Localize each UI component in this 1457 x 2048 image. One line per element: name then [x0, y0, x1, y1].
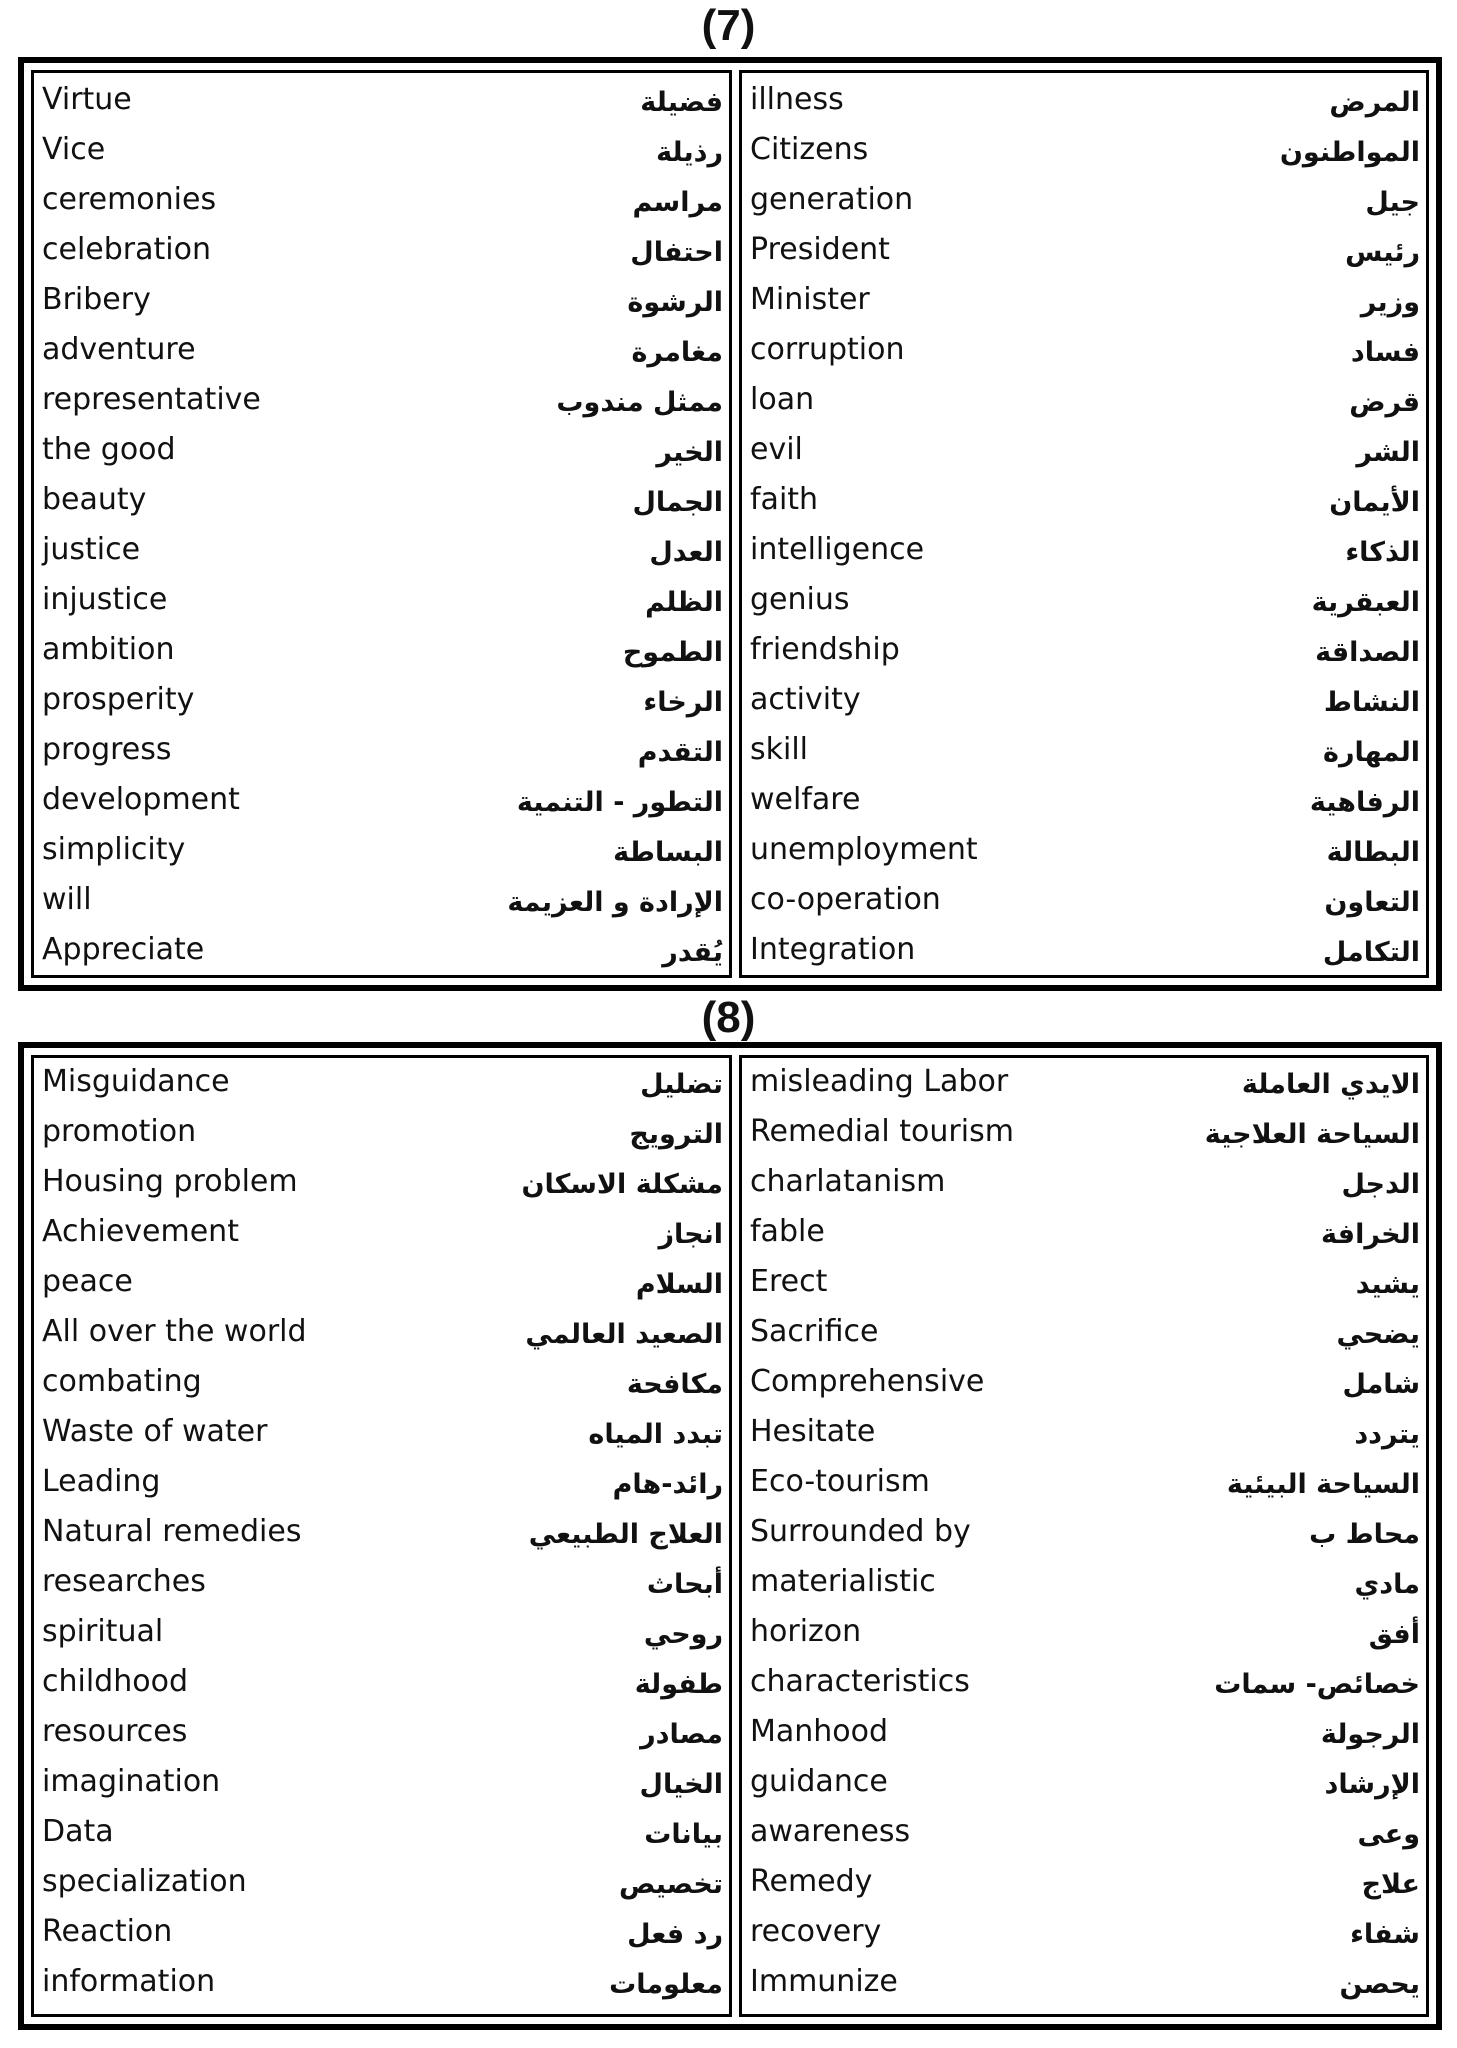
vocab-row — [742, 927, 1426, 977]
vocab-row — [34, 527, 729, 577]
arabic-translation: الإرادة و العزيمة — [507, 887, 723, 918]
arabic-translation: الإرشاد — [1324, 1769, 1420, 1800]
arabic-translation: خصائص- سمات — [1214, 1669, 1420, 1700]
english-term: ceremonies — [42, 182, 217, 217]
vocab-row — [742, 1259, 1426, 1309]
english-term: promotion — [42, 1114, 197, 1149]
arabic-translation: المواطنون — [1279, 137, 1420, 168]
arabic-translation: الرجولة — [1320, 1719, 1420, 1750]
arabic-translation: الصعيد العالمي — [525, 1319, 723, 1350]
english-term: ambition — [42, 632, 175, 667]
arabic-translation: تخصيص — [618, 1869, 723, 1900]
arabic-translation: احتفال — [630, 237, 723, 268]
arabic-translation: الأيمان — [1329, 487, 1420, 518]
vocab-row — [742, 1159, 1426, 1209]
arabic-translation: يشيد — [1355, 1269, 1420, 1300]
arabic-translation: قرض — [1349, 387, 1420, 418]
arabic-translation: مراسم — [632, 187, 723, 218]
arabic-translation: الايدي العاملة — [1241, 1069, 1420, 1100]
english-term: spiritual — [42, 1614, 164, 1649]
vocab-row — [34, 1709, 729, 1759]
english-term: Immunize — [750, 1964, 898, 1999]
english-term: Natural remedies — [42, 1514, 302, 1549]
arabic-translation: وعى — [1357, 1819, 1420, 1850]
arabic-translation: العدل — [649, 537, 723, 568]
section-7-left-column — [31, 70, 732, 978]
english-term: misleading Labor — [750, 1064, 1009, 1099]
vocab-row — [34, 1109, 729, 1159]
english-term: characteristics — [750, 1664, 970, 1699]
vocab-row — [34, 1159, 729, 1209]
english-term: President — [750, 232, 890, 267]
vocab-row — [742, 827, 1426, 877]
english-term: prosperity — [42, 682, 195, 717]
english-term: recovery — [750, 1914, 882, 1949]
vocab-row — [34, 1409, 729, 1459]
arabic-translation: العلاج الطبيعي — [528, 1519, 723, 1550]
arabic-translation: يضحي — [1336, 1319, 1420, 1350]
vocab-row — [742, 777, 1426, 827]
arabic-translation: تبدد المياه — [588, 1419, 723, 1450]
arabic-translation: الخرافة — [1321, 1219, 1420, 1250]
vocab-row — [34, 1059, 729, 1109]
vocab-row — [34, 1959, 729, 2009]
english-term: generation — [750, 182, 914, 217]
english-term: simplicity — [42, 832, 186, 867]
vocab-row — [34, 1609, 729, 1659]
english-term: adventure — [42, 332, 196, 367]
english-term: activity — [750, 682, 861, 717]
arabic-translation: محاط ب — [1309, 1519, 1420, 1550]
english-term: imagination — [42, 1764, 221, 1799]
english-term: the good — [42, 432, 176, 467]
english-term: faith — [750, 482, 819, 517]
english-term: injustice — [42, 582, 168, 617]
arabic-translation: يُقدر — [662, 937, 723, 968]
english-term: loan — [750, 382, 815, 417]
english-term: resources — [42, 1714, 188, 1749]
vocab-row — [34, 1259, 729, 1309]
english-term: will — [42, 882, 92, 917]
arabic-translation: البساطة — [613, 837, 723, 868]
vocab-row — [34, 277, 729, 327]
english-term: Leading — [42, 1464, 161, 1499]
vocab-row — [34, 377, 729, 427]
vocab-row — [742, 1459, 1426, 1509]
arabic-translation: يحصن — [1339, 1969, 1420, 2000]
english-term: horizon — [750, 1614, 862, 1649]
vocab-row — [34, 1909, 729, 1959]
english-term: awareness — [750, 1814, 911, 1849]
vocab-row — [742, 1909, 1426, 1959]
vocab-row — [34, 477, 729, 527]
arabic-translation: مادي — [1354, 1569, 1420, 1600]
arabic-translation: الرفاهية — [1309, 787, 1420, 818]
english-term: Remedial tourism — [750, 1114, 1014, 1149]
english-term: friendship — [750, 632, 900, 667]
vocab-row — [742, 127, 1426, 177]
arabic-translation: المهارة — [1323, 737, 1420, 768]
vocab-row — [34, 1459, 729, 1509]
arabic-translation: الرخاء — [643, 687, 723, 718]
vocab-row — [34, 577, 729, 627]
arabic-translation: رائد-هام — [612, 1469, 723, 1500]
arabic-translation: شفاء — [1350, 1919, 1420, 1950]
arabic-translation: معلومات — [609, 1969, 723, 2000]
vocab-row — [742, 1509, 1426, 1559]
arabic-translation: التطور - التنمية — [516, 787, 723, 818]
arabic-translation: مصادر — [640, 1719, 723, 1750]
section-8-left-column — [31, 1055, 732, 2017]
english-term: Virtue — [42, 82, 132, 117]
english-term: unemployment — [750, 832, 978, 867]
vocab-row — [742, 277, 1426, 327]
vocab-row — [34, 727, 729, 777]
vocab-row — [34, 427, 729, 477]
vocab-row — [742, 727, 1426, 777]
english-term: skill — [750, 732, 809, 767]
vocab-row — [34, 777, 729, 827]
vocab-row — [742, 1959, 1426, 2009]
vocab-row — [742, 177, 1426, 227]
section-8-vocabulary-table — [18, 1042, 1442, 2030]
arabic-translation: جيل — [1365, 187, 1420, 218]
vocab-row — [742, 1809, 1426, 1859]
arabic-translation: الذكاء — [1345, 537, 1420, 568]
english-term: specialization — [42, 1864, 247, 1899]
arabic-translation: البطالة — [1326, 837, 1420, 868]
english-term: Citizens — [750, 132, 869, 167]
vocab-row — [742, 1359, 1426, 1409]
vocab-row — [34, 1359, 729, 1409]
arabic-translation: المرض — [1329, 87, 1420, 118]
vocab-row — [742, 677, 1426, 727]
vocab-row — [742, 527, 1426, 577]
arabic-translation: الدجل — [1341, 1169, 1420, 1200]
arabic-translation: تضليل — [640, 1069, 723, 1100]
vocab-row — [742, 627, 1426, 677]
arabic-translation: السياحة العلاجية — [1204, 1119, 1420, 1150]
english-term: beauty — [42, 482, 147, 517]
arabic-translation: رذيلة — [656, 137, 723, 168]
english-term: Minister — [750, 282, 870, 317]
vocab-row — [742, 1059, 1426, 1109]
arabic-translation: الطموح — [622, 637, 723, 668]
arabic-translation: فضيلة — [640, 87, 723, 118]
vocab-row — [742, 427, 1426, 477]
arabic-translation: أبحاث — [646, 1569, 723, 1600]
vocab-row — [742, 377, 1426, 427]
arabic-translation: الجمال — [632, 487, 723, 518]
english-term: Hesitate — [750, 1414, 876, 1449]
vocab-row — [34, 1559, 729, 1609]
english-term: All over the world — [42, 1314, 307, 1349]
vocab-row — [34, 1209, 729, 1259]
english-term: Eco-tourism — [750, 1464, 930, 1499]
arabic-translation: بيانات — [644, 1819, 723, 1850]
vocab-row — [742, 77, 1426, 127]
english-term: co-operation — [750, 882, 941, 917]
arabic-translation: مغامرة — [631, 337, 723, 368]
english-term: Manhood — [750, 1714, 889, 1749]
vocab-row — [34, 1659, 729, 1709]
english-term: justice — [42, 532, 141, 567]
english-term: intelligence — [750, 532, 925, 567]
english-term: evil — [750, 432, 803, 467]
english-term: Appreciate — [42, 932, 205, 967]
english-term: Remedy — [750, 1864, 873, 1899]
section-7-vocabulary-table — [18, 57, 1442, 991]
english-term: Waste of water — [42, 1414, 268, 1449]
arabic-translation: طفولة — [634, 1669, 723, 1700]
english-term: Integration — [750, 932, 916, 967]
vocab-row — [34, 127, 729, 177]
vocab-row — [34, 1759, 729, 1809]
vocab-row — [742, 877, 1426, 927]
english-term: Erect — [750, 1264, 828, 1299]
english-term: illness — [750, 82, 844, 117]
vocab-row — [742, 327, 1426, 377]
arabic-translation: السلام — [635, 1269, 723, 1300]
vocab-row — [34, 1809, 729, 1859]
arabic-translation: روحي — [643, 1619, 723, 1650]
vocab-row — [742, 1309, 1426, 1359]
english-term: Comprehensive — [750, 1364, 985, 1399]
vocab-row — [742, 1609, 1426, 1659]
english-term: information — [42, 1964, 216, 1999]
arabic-translation: التقدم — [637, 737, 723, 768]
vocab-row — [34, 227, 729, 277]
arabic-translation: أفق — [1368, 1619, 1420, 1650]
english-term: guidance — [750, 1764, 888, 1799]
vocab-row — [34, 677, 729, 727]
arabic-translation: التعاون — [1324, 887, 1420, 918]
arabic-translation: مشكلة الاسكان — [521, 1169, 723, 1200]
english-term: Data — [42, 1814, 114, 1849]
english-term: representative — [42, 382, 261, 417]
arabic-translation: النشاط — [1323, 687, 1420, 718]
vocab-row — [34, 177, 729, 227]
vocab-row — [34, 1859, 729, 1909]
english-term: genius — [750, 582, 850, 617]
english-term: researches — [42, 1564, 206, 1599]
vocab-row — [34, 627, 729, 677]
arabic-translation: العبقرية — [1311, 587, 1420, 618]
vocab-row — [742, 1109, 1426, 1159]
english-term: celebration — [42, 232, 211, 267]
arabic-translation: انجاز — [658, 1219, 723, 1250]
arabic-translation: رد فعل — [627, 1919, 723, 1950]
english-term: materialistic — [750, 1564, 936, 1599]
vocab-row — [742, 477, 1426, 527]
section-7-title: (7) — [701, 1, 756, 50]
vocab-row — [34, 877, 729, 927]
arabic-translation: علاج — [1361, 1869, 1420, 1900]
section-8-right-column — [739, 1055, 1429, 2017]
arabic-translation: التكامل — [1322, 937, 1420, 968]
english-term: charlatanism — [750, 1164, 946, 1199]
arabic-translation: ممثل مندوب — [556, 387, 723, 418]
vocab-row — [742, 1859, 1426, 1909]
arabic-translation: الخير — [656, 437, 723, 468]
english-term: childhood — [42, 1664, 188, 1699]
english-term: welfare — [750, 782, 861, 817]
english-term: Misguidance — [42, 1064, 230, 1099]
arabic-translation: رئيس — [1345, 237, 1420, 268]
vocab-row — [742, 577, 1426, 627]
arabic-translation: الظلم — [645, 587, 723, 618]
arabic-translation: مكافحة — [626, 1369, 723, 1400]
vocab-row — [742, 1209, 1426, 1259]
vocab-row — [742, 1659, 1426, 1709]
arabic-translation: السياحة البيئية — [1226, 1469, 1420, 1500]
arabic-translation: الخيال — [639, 1769, 723, 1800]
arabic-translation: شامل — [1342, 1369, 1420, 1400]
arabic-translation: الترويج — [629, 1119, 723, 1150]
english-term: peace — [42, 1264, 133, 1299]
vocab-row — [742, 227, 1426, 277]
arabic-translation: وزير — [1360, 287, 1420, 318]
english-term: Surrounded by — [750, 1514, 971, 1549]
vocab-row — [34, 77, 729, 127]
arabic-translation: الصداقة — [1315, 637, 1420, 668]
english-term: corruption — [750, 332, 905, 367]
vocab-row — [34, 827, 729, 877]
english-term: Reaction — [42, 1914, 173, 1949]
english-term: Bribery — [42, 282, 151, 317]
english-term: fable — [750, 1214, 825, 1249]
english-term: Housing problem — [42, 1164, 298, 1199]
english-term: Vice — [42, 132, 106, 167]
vocab-row — [34, 927, 729, 977]
vocab-row — [742, 1759, 1426, 1809]
arabic-translation: الرشوة — [627, 287, 723, 318]
english-term: combating — [42, 1364, 202, 1399]
vocab-row — [34, 1309, 729, 1359]
arabic-translation: فساد — [1350, 337, 1420, 368]
section-8-title: (8) — [701, 993, 756, 1042]
vocab-row — [742, 1709, 1426, 1759]
section-7-right-column — [739, 70, 1429, 978]
vocab-row — [742, 1559, 1426, 1609]
english-term: progress — [42, 732, 172, 767]
english-term: Achievement — [42, 1214, 239, 1249]
arabic-translation: الشر — [1356, 437, 1420, 468]
english-term: Sacrifice — [750, 1314, 879, 1349]
vocab-row — [34, 1509, 729, 1559]
english-term: development — [42, 782, 240, 817]
vocab-row — [742, 1409, 1426, 1459]
arabic-translation: يتردد — [1354, 1419, 1420, 1450]
vocab-row — [34, 327, 729, 377]
